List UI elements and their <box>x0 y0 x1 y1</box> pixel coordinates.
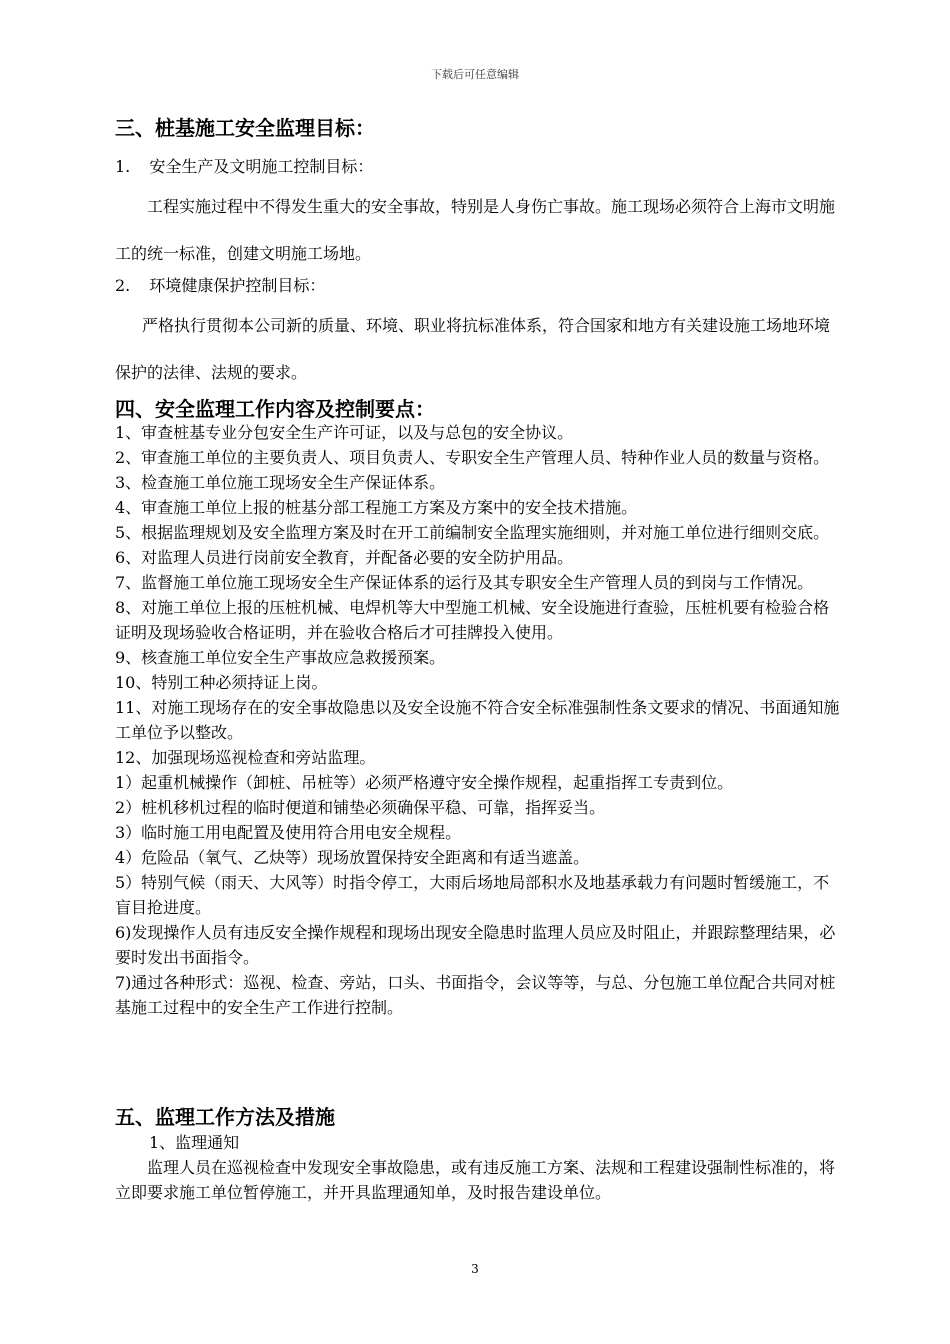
list-item: 6)发现操作人员有违反安全操作规程和现场出现安全隐患时监理人员应及时阻止，并跟踪整理结果，必要时发出书面指令。 <box>115 923 836 967</box>
item-2-number: 2. <box>115 276 131 295</box>
section-5-body: 监理人员在巡视检查中发现安全事故隐患，或有违反施工方案、法规和工程建设强制性标准的，将立即要求施工单位暂停施工，并开具监理通知单，及时报告建设单位。 <box>115 1158 836 1202</box>
item-1-number: 1. <box>115 157 131 176</box>
list-item: 4、审查施工单位上报的桩基分部工程施工方案及方案中的安全技术措施。 <box>115 498 638 517</box>
list-item: 11、对施工现场存在的安全事故隐患以及安全设施不符合安全标准强制性条文要求的情况、书面通知施工单位予以整改。 <box>115 698 840 742</box>
list-item: 6、对监理人员进行岗前安全教育，并配备必要的安全防护用品。 <box>115 548 574 567</box>
list-item: 7、监督施工单位施工现场安全生产保证体系的运行及其专职安全生产管理人员的到岗与工作情况。 <box>115 573 814 592</box>
list-item: 12、加强现场巡视检查和旁站监理。 <box>115 748 376 767</box>
list-item: 8、对施工单位上报的压桩机械、电焊机等大中型施工机械、安全设施进行查验，压桩机要有检验合格证明及现场验收合格证明，并在验收合格后才可挂牌投入使用。 <box>115 598 830 642</box>
list-item: 3）临时施工用电配置及使用符合用电安全规程。 <box>115 823 462 842</box>
section-5-title: 五、监理工作方法及措施 <box>115 1105 335 1129</box>
section-3-item-2-body: 严格执行贯彻本公司新的质量、环境、职业将抗标准体系，符合国家和地方有关建设施工场地环境保护的法律、法规的要求。 <box>115 316 831 382</box>
section-3-title: 三、桩基施工安全监理目标： <box>115 116 375 140</box>
item-1-heading: 安全生产及文明施工控制目标： <box>149 157 374 176</box>
list-item: 1、审查桩基专业分包安全生产许可证，以及与总包的安全协议。 <box>115 423 574 442</box>
section-3-item-2 <box>115 273 840 298</box>
list-item: 10、特别工种必须持证上岗。 <box>115 673 328 692</box>
list-item: 4）危险品（氧气、乙炔等）现场放置保持安全距离和有适当遮盖。 <box>115 848 590 867</box>
section-5-sub-heading: 1、监理通知 <box>149 1133 240 1152</box>
page-header: 下载后可任意编辑 <box>431 68 519 81</box>
list-item: 3、检查施工单位施工现场安全生产保证体系。 <box>115 473 446 492</box>
section-5-content <box>115 1130 840 1205</box>
section-4-title: 四、安全监理工作内容及控制要点： <box>115 397 435 421</box>
list-item: 9、核查施工单位安全生产事故应急救援预案。 <box>115 648 446 667</box>
list-item: 5、根据监理规划及安全监理方案及时在开工前编制安全监理实施细则，并对施工单位进行细则交底。 <box>115 523 830 542</box>
list-item: 1）起重机械操作（卸桩、吊桩等）必须严格遵守安全操作规程，起重指挥工专责到位。 <box>115 773 734 792</box>
section-3-item-1 <box>115 154 840 179</box>
section-3-item-1-body: 工程实施过程中不得发生重大的安全事故，特别是人身伤亡事故。施工现场必须符合上海市文明施工的统一标准，创建文明施工场地。 <box>115 197 836 263</box>
item-2-heading: 环境健康保护控制目标： <box>149 276 326 295</box>
page-number: 3 <box>471 1262 479 1276</box>
list-item: 2、审查施工单位的主要负责人、项目负责人、专职安全生产管理人员、特种作业人员的数量与资格。 <box>115 448 830 467</box>
section-4-list <box>115 420 840 1020</box>
list-item: 7)通过各种形式：巡视、检查、旁站，口头、书面指令，会议等等，与总、分包施工单位配合共同对桩基施工过程中的安全生产工作进行控制。 <box>115 973 836 1017</box>
list-item: 5）特别气候（雨天、大风等）时指令停工，大雨后场地局部积水及地基承载力有问题时暂缓施工，不盲目抢进度。 <box>115 873 830 917</box>
list-item: 2）桩机移机过程的临时便道和铺垫必须确保平稳、可靠，指挥妥当。 <box>115 798 606 817</box>
